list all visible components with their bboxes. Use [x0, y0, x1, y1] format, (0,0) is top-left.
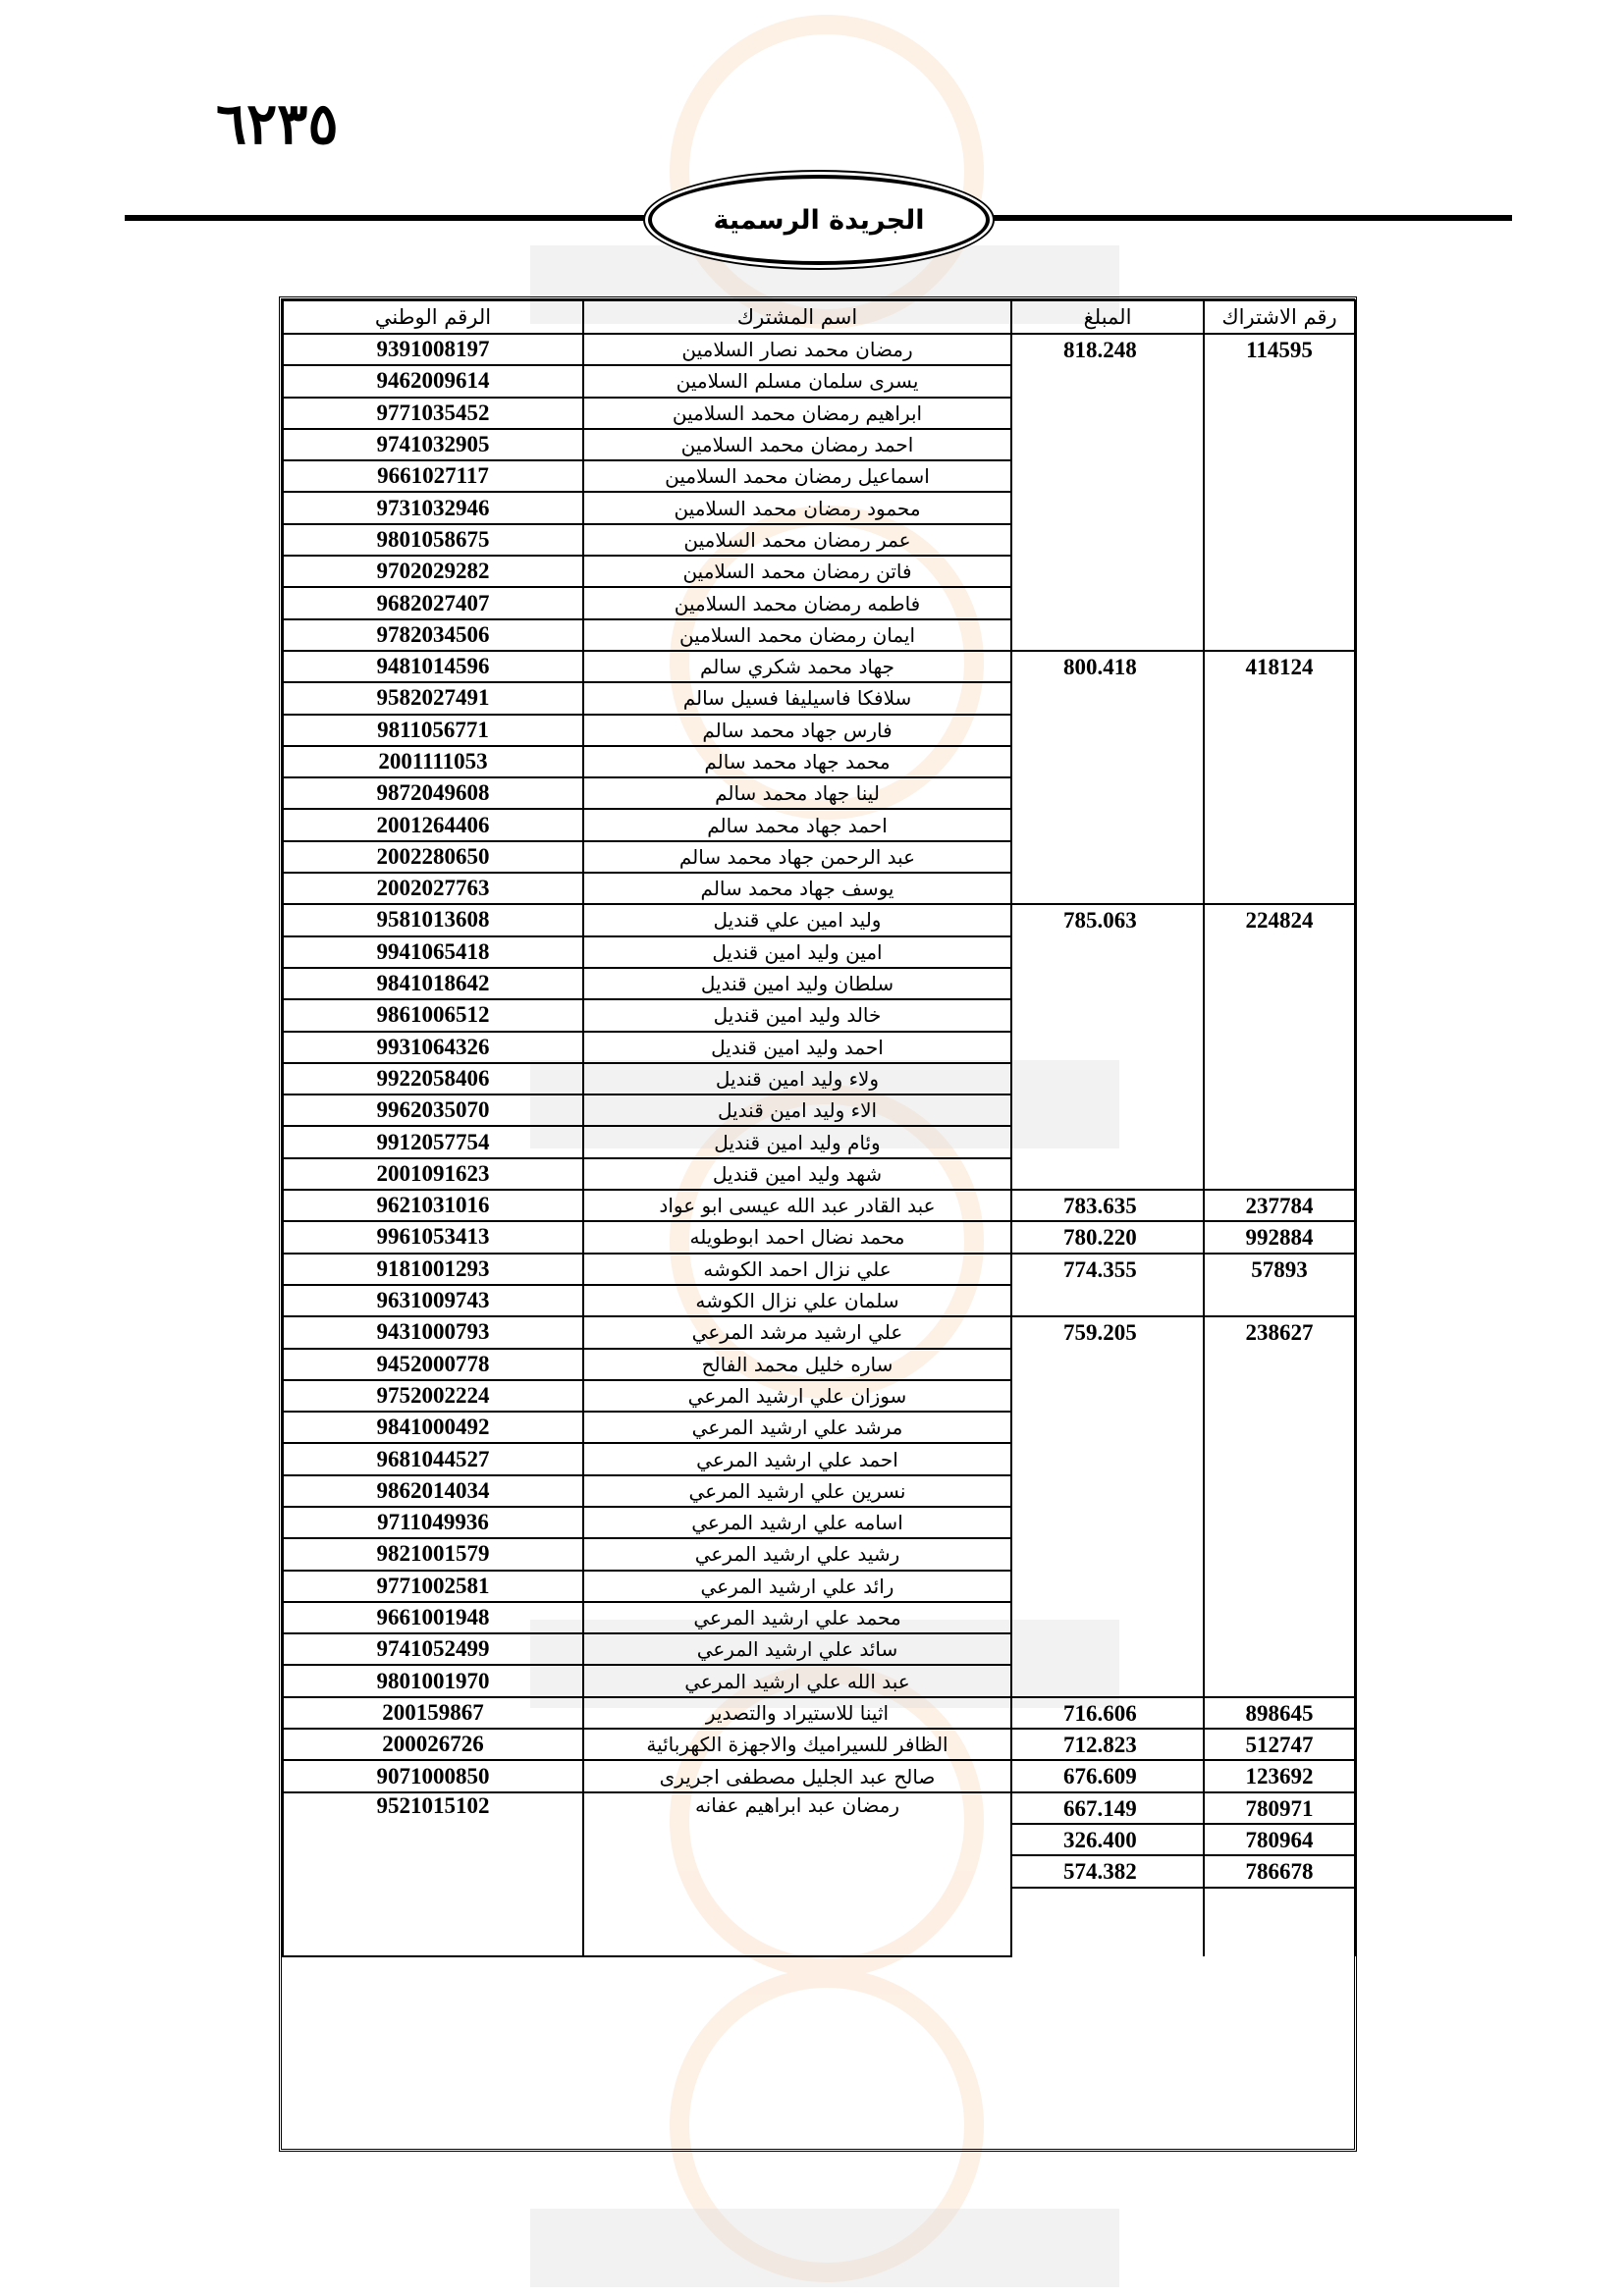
amount-cell: 667.149 — [1011, 1792, 1204, 1824]
subscription-no-cell: 898645 — [1204, 1697, 1355, 1729]
national-id-cell: 9912057754 — [283, 1126, 583, 1157]
subscriber-name-cell: يوسف جهاد محمد سالم — [583, 873, 1011, 904]
subscriber-name-cell: احمد جهاد محمد سالم — [583, 809, 1011, 840]
subscriber-name-cell: الاء وليد امين قنديل — [583, 1095, 1011, 1126]
national-id-cell: 9702029282 — [283, 556, 583, 587]
national-id-cell: 9821001579 — [283, 1538, 583, 1570]
amount-cell: 780.220 — [1011, 1221, 1204, 1253]
national-id-cell: 9771035452 — [283, 398, 583, 429]
national-id-cell: 9931064326 — [283, 1032, 583, 1063]
amount-cell: 759.205 — [1011, 1316, 1204, 1697]
national-id-cell: 2001091623 — [283, 1158, 583, 1190]
table-row — [283, 1221, 1355, 1253]
national-id-cell: 9521015102 — [283, 1792, 583, 1956]
header-rule-right — [980, 215, 1512, 221]
subscription-no-cell: 123692 — [1204, 1760, 1355, 1791]
header-amount: المبلغ — [1011, 300, 1204, 334]
amount-cell: 774.355 — [1011, 1254, 1204, 1317]
subscriber-name-cell: ساره خليل محمد الفالح — [583, 1349, 1011, 1380]
national-id-cell: 9582027491 — [283, 682, 583, 714]
national-id-cell: 9741052499 — [283, 1633, 583, 1665]
table-row — [283, 1760, 1355, 1791]
national-id-cell: 2002027763 — [283, 873, 583, 904]
subscriber-name-cell: احمد علي ارشيد المرعي — [583, 1443, 1011, 1474]
table-row — [283, 1729, 1355, 1760]
national-id-cell: 9811056771 — [283, 715, 583, 746]
amount-cell: 818.248 — [1011, 334, 1204, 651]
national-id-cell: 2001264406 — [283, 809, 583, 840]
national-id-cell: 9782034506 — [283, 619, 583, 651]
subscription-no-cell: 992884 — [1204, 1221, 1355, 1253]
national-id-cell: 9071000850 — [283, 1760, 583, 1791]
subscriber-name-cell: ايمان رمضان محمد السلامين — [583, 619, 1011, 651]
national-id-cell: 9462009614 — [283, 365, 583, 397]
subscriber-name-cell: فاتن رمضان محمد السلامين — [583, 556, 1011, 587]
subscription-no-cell: 237784 — [1204, 1190, 1355, 1221]
subscriber-name-cell: رائد علي ارشيد المرعي — [583, 1571, 1011, 1602]
subscriber-name-cell: عمر رمضان محمد السلامين — [583, 524, 1011, 556]
amount-cell: 574.382 — [1011, 1855, 1204, 1887]
subscriber-name-cell: جهاد محمد شكري سالم — [583, 651, 1011, 682]
national-id-cell: 9801058675 — [283, 524, 583, 556]
watermark-clock-icon — [679, 25, 974, 319]
amount-cell: 783.635 — [1011, 1190, 1204, 1221]
national-id-cell: 9841000492 — [283, 1412, 583, 1443]
subscriber-name-cell: سلافكا فاسيليفا فسيل سالم — [583, 682, 1011, 714]
subscriber-name-cell: علي ارشيد مرشد المرعي — [583, 1316, 1011, 1348]
subscribers-table-frame — [279, 296, 1357, 2152]
national-id-cell: 9452000778 — [283, 1349, 583, 1380]
subscription-no-cell: 780971 — [1204, 1792, 1355, 1824]
subscriber-name-cell: شهد وليد امين قنديل — [583, 1158, 1011, 1190]
subscribers-table — [282, 299, 1356, 1957]
national-id-cell: 2001111053 — [283, 746, 583, 777]
national-id-cell: 9771002581 — [283, 1571, 583, 1602]
subscriber-name-cell: اثينا للاستيراد والتصدير — [583, 1697, 1011, 1729]
subscription-no-cell: 57893 — [1204, 1254, 1355, 1317]
subscriber-name-cell: محمد علي ارشيد المرعي — [583, 1602, 1011, 1633]
subscriber-name-cell: سائد علي ارشيد المرعي — [583, 1633, 1011, 1665]
national-id-cell: 9631009743 — [283, 1285, 583, 1316]
national-id-cell: 9872049608 — [283, 777, 583, 809]
subscriber-name-cell: محمود رمضان محمد السلامين — [583, 492, 1011, 523]
subscriber-name-cell: مرشد علي ارشيد المرعي — [583, 1412, 1011, 1443]
national-id-cell: 9181001293 — [283, 1254, 583, 1285]
national-id-cell: 9682027407 — [283, 587, 583, 618]
subscriber-name-cell: عبد الله علي ارشيد المرعي — [583, 1665, 1011, 1696]
subscription-no-cell: 238627 — [1204, 1316, 1355, 1697]
subscriber-name-cell: فاطمه رمضان محمد السلامين — [583, 587, 1011, 618]
national-id-cell: 9961053413 — [283, 1221, 583, 1253]
national-id-cell: 9752002224 — [283, 1380, 583, 1412]
subscriber-name-cell: سلطان وليد امين قنديل — [583, 968, 1011, 999]
table-header-row — [283, 300, 1355, 334]
subscriber-name-cell: فارس جهاد محمد سالم — [583, 715, 1011, 746]
table-row — [283, 1316, 1355, 1348]
table-row — [283, 1792, 1355, 1824]
national-id-cell: 9661001948 — [283, 1602, 583, 1633]
subscriber-name-cell: رمضان محمد نصار السلامين — [583, 334, 1011, 365]
subscriber-name-cell: يسرى سلمان مسلم السلامين — [583, 365, 1011, 397]
national-id-cell: 9922058406 — [283, 1063, 583, 1095]
header-subscriber-name: اسم المشترك — [583, 300, 1011, 334]
subscriber-name-cell: خالد وليد امين قنديل — [583, 999, 1011, 1031]
subscriber-name-cell: احمد وليد امين قنديل — [583, 1032, 1011, 1063]
subscriber-name-cell: عبد القادر عبد الله عيسى ابو عواد — [583, 1190, 1011, 1221]
national-id-cell: 2002280650 — [283, 841, 583, 873]
table-row — [283, 1254, 1355, 1285]
national-id-cell: 9841018642 — [283, 968, 583, 999]
subscriber-name-cell: اسماعيل رمضان محمد السلامين — [583, 460, 1011, 492]
header-subscription-no: رقم الاشتراك — [1204, 300, 1355, 334]
amount-cell: 800.418 — [1011, 651, 1204, 904]
table-row — [283, 1697, 1355, 1729]
subscriber-name-cell: رشيد علي ارشيد المرعي — [583, 1538, 1011, 1570]
table-row — [283, 1190, 1355, 1221]
subscriber-name-cell: وئام وليد امين قنديل — [583, 1126, 1011, 1157]
national-id-cell: 9801001970 — [283, 1665, 583, 1696]
national-id-cell: 9621031016 — [283, 1190, 583, 1221]
national-id-cell: 9481014596 — [283, 651, 583, 682]
subscriber-name-cell: اسامه علي ارشيد المرعي — [583, 1507, 1011, 1538]
subscriber-name-cell: الظافر للسيراميك والاجهزة الكهربائية — [583, 1729, 1011, 1760]
subscriber-name-cell: امين وليد امين قنديل — [583, 936, 1011, 968]
amount-cell: 712.823 — [1011, 1729, 1204, 1760]
page-number: ٦٢٣٥ — [216, 90, 339, 157]
subscriber-name-cell: ولاء وليد امين قنديل — [583, 1063, 1011, 1095]
amount-cell: 326.400 — [1011, 1824, 1204, 1855]
table-row — [283, 904, 1355, 935]
filler-cell — [1204, 1888, 1355, 1956]
national-id-cell: 9711049936 — [283, 1507, 583, 1538]
national-id-cell: 9681044527 — [283, 1443, 583, 1474]
table-body — [283, 334, 1355, 1956]
subscription-no-cell: 224824 — [1204, 904, 1355, 1190]
subscriber-name-cell: رمضان عبد ابراهيم عفانه — [583, 1792, 1011, 1956]
subscriber-name-cell: احمد رمضان محمد السلامين — [583, 429, 1011, 460]
national-id-cell: 200026726 — [283, 1729, 583, 1760]
filler-cell — [1011, 1888, 1204, 1956]
subscriber-name-cell: سلمان علي نزال الكوشه — [583, 1285, 1011, 1316]
national-id-cell: 9962035070 — [283, 1095, 583, 1126]
subscription-no-cell: 114595 — [1204, 334, 1355, 651]
subscriber-name-cell: صالح عبد الجليل مصطفى اجريرى — [583, 1760, 1011, 1791]
subscription-no-cell: 786678 — [1204, 1855, 1355, 1887]
amount-cell: 676.609 — [1011, 1760, 1204, 1791]
header-rule-left — [125, 215, 650, 221]
subscriber-name-cell: علي نزال احمد الكوشه — [583, 1254, 1011, 1285]
national-id-cell: 200159867 — [283, 1697, 583, 1729]
national-id-cell: 9661027117 — [283, 460, 583, 492]
national-id-cell: 9431000793 — [283, 1316, 583, 1348]
subscriber-name-cell: عبد الرحمن جهاد محمد سالم — [583, 841, 1011, 873]
subscription-no-cell: 512747 — [1204, 1729, 1355, 1760]
header-national-id: الرقم الوطني — [283, 300, 583, 334]
national-id-cell: 9731032946 — [283, 492, 583, 523]
national-id-cell: 9941065418 — [283, 936, 583, 968]
subscriber-name-cell: ابراهيم رمضان محمد السلامين — [583, 398, 1011, 429]
amount-cell: 785.063 — [1011, 904, 1204, 1190]
subscriber-name-cell: نسرين علي ارشيد المرعي — [583, 1475, 1011, 1507]
national-id-cell: 9741032905 — [283, 429, 583, 460]
national-id-cell: 9861006512 — [283, 999, 583, 1031]
header-title: الجريدة الرسمية — [648, 175, 990, 265]
subscription-no-cell: 418124 — [1204, 651, 1355, 904]
subscriber-name-cell: لينا جهاد محمد سالم — [583, 777, 1011, 809]
national-id-cell: 9862014034 — [283, 1475, 583, 1507]
national-id-cell: 9581013608 — [283, 904, 583, 935]
table-row — [283, 334, 1355, 365]
subscriber-name-cell: محمد جهاد محمد سالم — [583, 746, 1011, 777]
subscriber-name-cell: سوزان علي ارشيد المرعي — [583, 1380, 1011, 1412]
national-id-cell: 9391008197 — [283, 334, 583, 365]
subscription-no-cell: 780964 — [1204, 1824, 1355, 1855]
subscriber-name-cell: محمد نضال احمد ابوطويله — [583, 1221, 1011, 1253]
amount-cell: 716.606 — [1011, 1697, 1204, 1729]
subscriber-name-cell: وليد امين علي قنديل — [583, 904, 1011, 935]
table-row — [283, 651, 1355, 682]
